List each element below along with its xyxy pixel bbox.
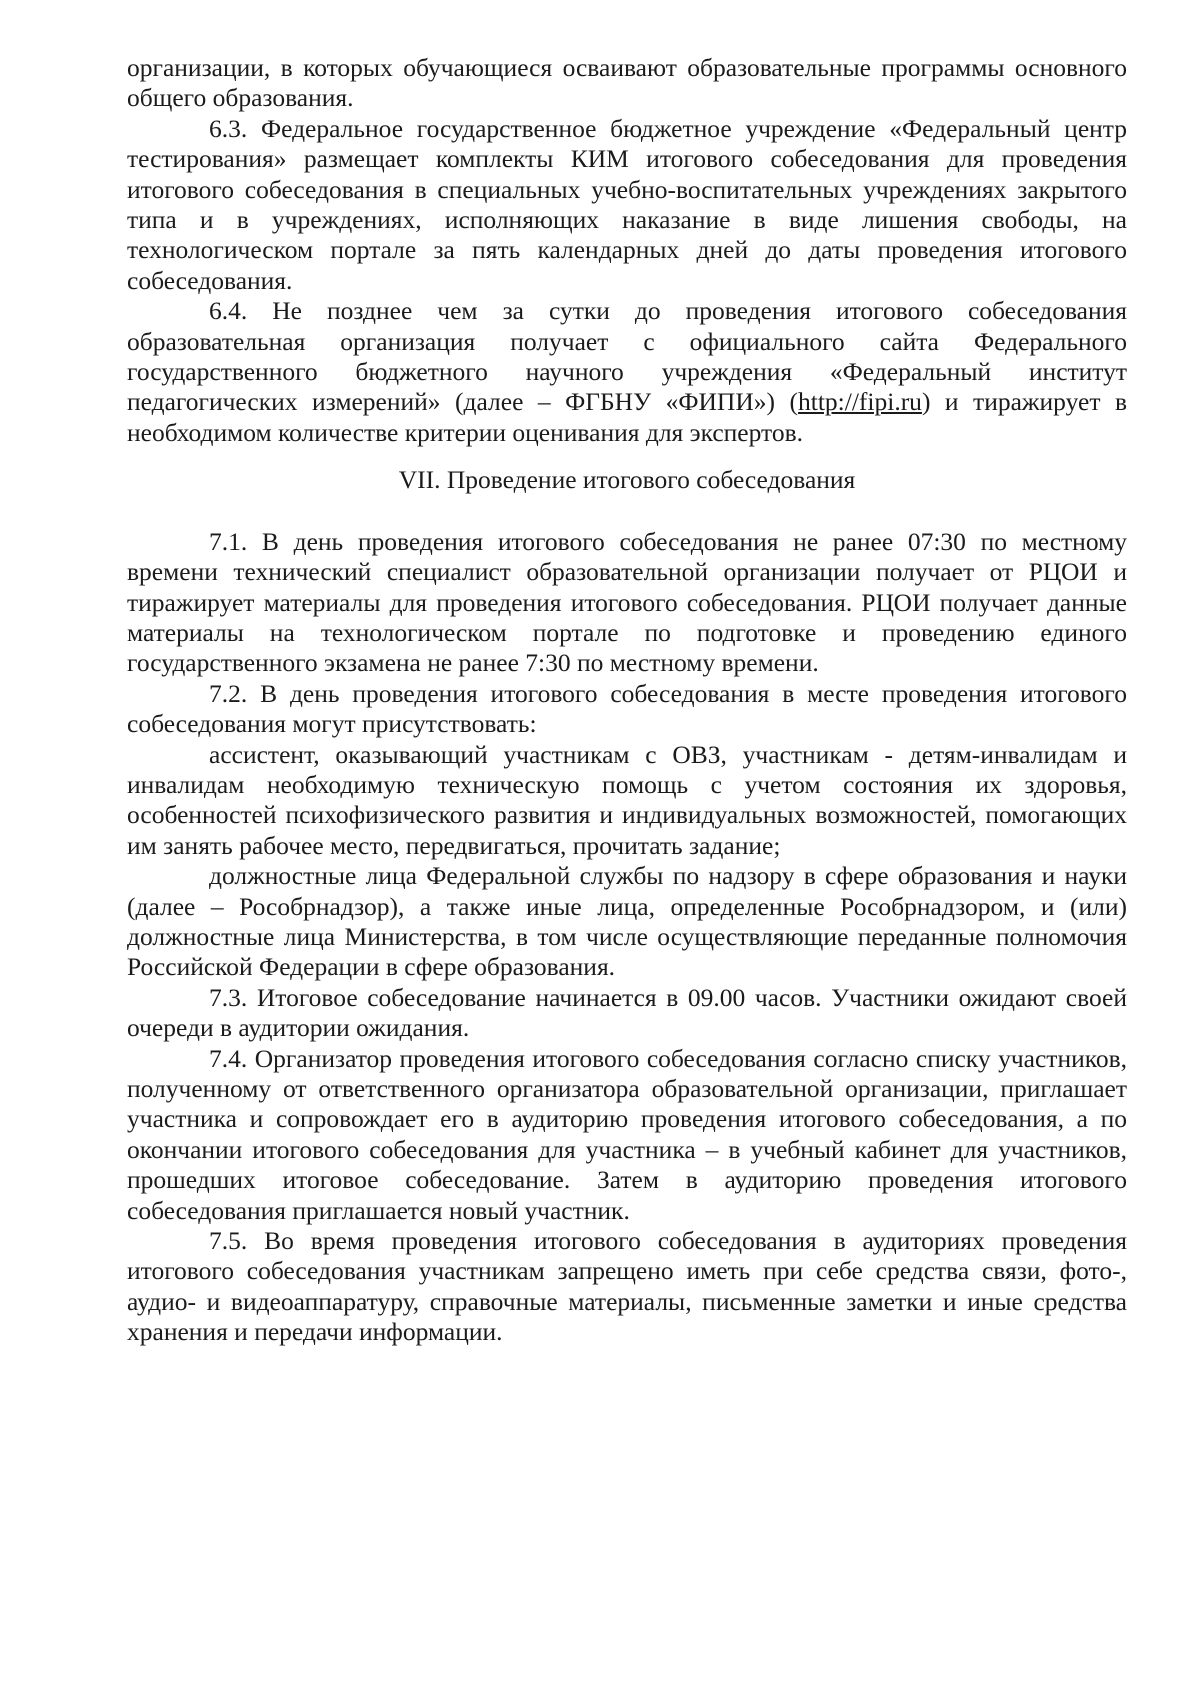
paragraph-continuation: организации, в которых обучающиеся осваивают образовательные программы основного общего образования. (127, 53, 1127, 113)
paragraph-7-2: 7.2. В день проведения итогового собеседования в месте проведения итогового собеседования могут присутствовать: (127, 678, 1127, 739)
paragraph-6-4-text-end: ) и тиражирует в необходимом количестве критерии оценивания для экспертов. (127, 387, 1127, 447)
paragraph-7-1: 7.1. В день проведения итогового собеседования не ранее 07:30 по местному времени технический специалист образовательной организации получает от РЦОИ и тиражирует материалы для проведения итогового собеседования. РЦОИ получает данные материалы на технологическом портале по подготовке и проведению единого государственного экзамена не ранее 7:30 по местному времени. (127, 526, 1127, 678)
section-heading: VII. Проведение итогового собеседования (398, 465, 856, 495)
paragraph-6-3: 6.3. Федеральное государственное бюджетное учреждение «Федеральный центр тестирования» размещает комплекты КИМ итогового собеседования для проведения итогового собеседования в специальных учебно-воспитательных учреждениях закрытого типа и в учреждениях, исполняющих наказание в виде лишения свободы, на технологическом портале за пять календарных дней до даты проведения итогового собеседования. (127, 113, 1127, 295)
paragraph-7-4: 7.4. Организатор проведения итогового собеседования согласно списку участников, полученному от ответственного организатора образовательной организации, приглашает участника и сопровождает его в аудиторию проведения итогового собеседования, а по окончании итогового собеседования для участника – в учебный кабинет для участников, прошедших итоговое собеседование. Затем в аудиторию проведения итогового собеседования приглашается новый участник. (127, 1043, 1127, 1225)
paragraph-7-2-assistant: ассистент, оказывающий участникам с ОВЗ, участникам - детям-инвалидам и инвалидам необходимую техническую помощь с учетом состояния их здоровья, особенностей психофизического развития и индивидуальных возможностей, помогающих им занять рабочее место, передвигаться, прочитать задание; (127, 739, 1127, 860)
paragraph-7-2-officials: должностные лица Федеральной службы по надзору в сфере образования и науки (далее – Рособрнадзор), а также иные лица, определенные Рособрнадзором, и (или) должностные лица Министерства, в том числе осуществляющие переданные полномочия Российской Федерации в сфере образования. (127, 861, 1127, 982)
paragraph-7-3: 7.3. Итоговое собеседование начинается в 09.00 часов. Участники ожидают своей очереди в аудитории ожидания. (127, 982, 1127, 1043)
paragraph-7-5: 7.5. Во время проведения итогового собеседования в аудиториях проведения итогового собеседования участникам запрещено иметь при себе средства связи, фото-, аудио- и видеоаппаратуру, справочные материалы, письменные заметки и иные средства хранения и передачи информации. (127, 1226, 1127, 1347)
paragraph-6-4 (127, 296, 1127, 448)
document-page (127, 53, 1127, 1348)
paragraph-6-4-text-start: 6.4. Не позднее чем за сутки до проведения итогового собеседования образовательная организация получает с официального сайта Федерального государственного бюджетного научного учреждения «Федеральный институт педагогических измерений» (далее – ФГБНУ «ФИПИ») ( (127, 296, 1127, 417)
fipi-link[interactable]: http://fipi.ru (797, 387, 922, 417)
